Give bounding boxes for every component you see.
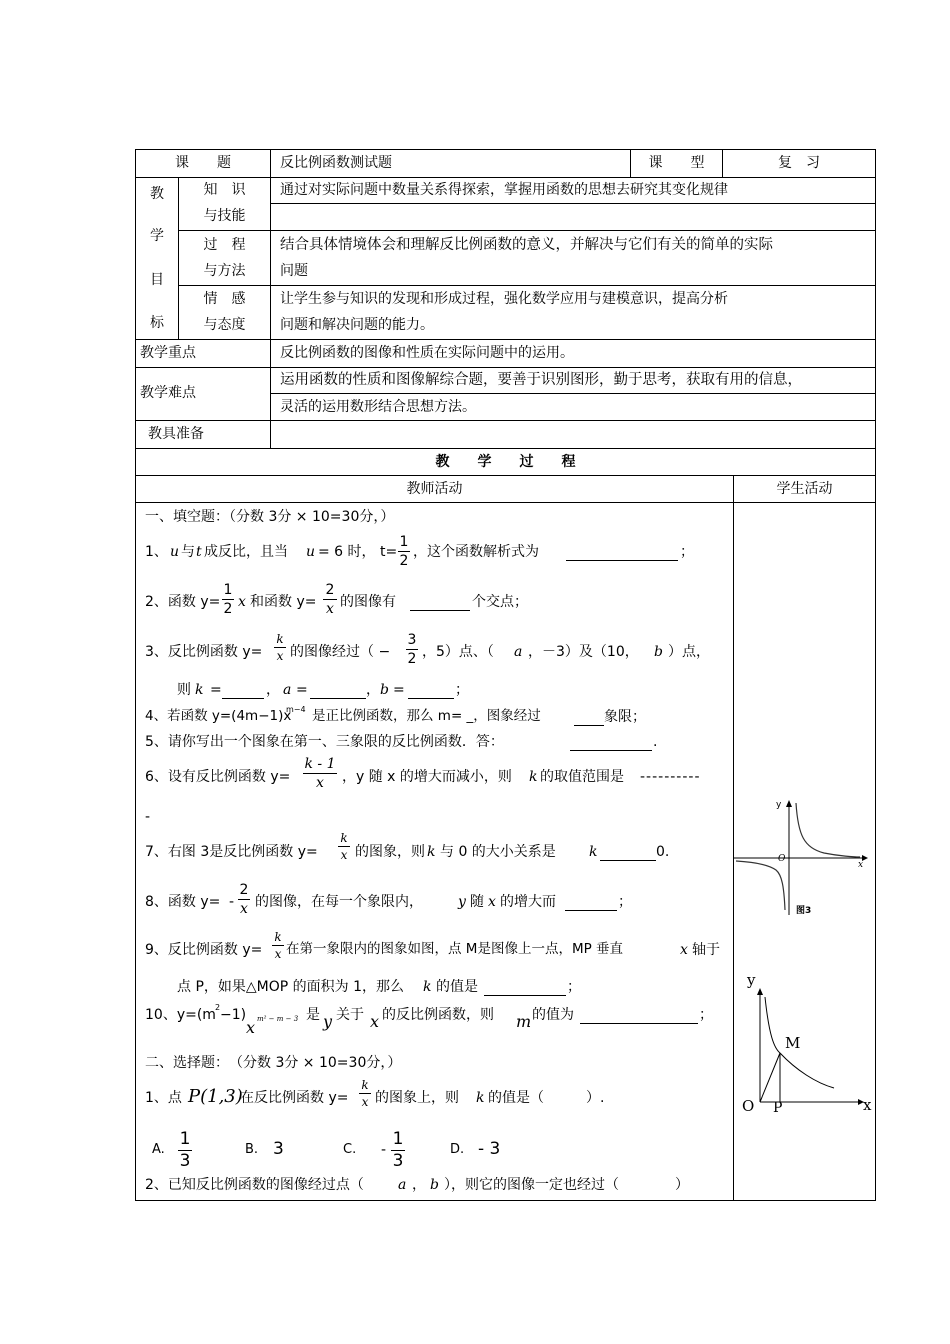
q2-fraction-1: 1 2 [223, 582, 233, 617]
fig-mop-y-label: y [747, 971, 756, 989]
difficult-text-1: 运用函数的性质和图像解综合题，要善于识别图形，勤于思考，获取有用的信息， [280, 372, 802, 388]
q9-fraction: k x [272, 931, 284, 960]
fig-mop-p-label: P [773, 1100, 783, 1116]
goals-label-4: 标 [150, 315, 164, 331]
section1-title: 一、填空题：（分数 3分 × 10=30分，） [145, 509, 395, 525]
key-text: 反比例函数的图像和性质在实际问题中的运用。 [280, 345, 574, 361]
student-col-header: 学生活动 [776, 481, 833, 497]
option-c-label[interactable]: C. [343, 1142, 357, 1157]
emotion-text-1: 让学生参与知识的发现和形成过程，强化数学应用与建模意识，提高分析 [280, 291, 728, 307]
fig3-origin-label: O [778, 854, 786, 864]
emotion-label-1: 情 感 [203, 291, 246, 307]
q6-fraction: k - 1 x [304, 756, 336, 791]
knowledge-text: 通过对实际问题中数量关系得探索，掌握用函数的思想去研究其变化规律 [280, 182, 728, 198]
q10-answer-blank[interactable] [580, 1011, 698, 1024]
type-label: 课 型 [648, 155, 705, 171]
topic-label: 课 题 [175, 155, 231, 171]
q1-answer-blank[interactable] [566, 548, 678, 561]
q3-fraction-1: k x [274, 633, 286, 662]
process-label-2: 与方法 [203, 263, 246, 279]
option-a-label[interactable]: A. [152, 1142, 165, 1157]
figure-3-graph [734, 795, 875, 917]
fig3-y-label: y [776, 800, 782, 810]
q3-k-blank[interactable] [222, 686, 264, 699]
goals-label-3: 目 [150, 272, 164, 288]
c1-fraction: k x [359, 1079, 371, 1108]
q4-answer-blank[interactable] [574, 713, 604, 726]
option-d-value: - 3 [478, 1139, 501, 1159]
q7-answer-blank[interactable] [600, 848, 656, 861]
difficult-text-2: 灵活的运用数形结合思想方法。 [280, 399, 476, 415]
emotion-label-2: 与态度 [203, 317, 246, 333]
key-label: 教学重点 [140, 345, 196, 361]
q3-b-blank[interactable] [408, 686, 454, 699]
q2-fraction-2: 2 x [323, 583, 337, 616]
q9-answer-blank[interactable] [484, 983, 566, 996]
difficult-label: 教学难点 [140, 385, 196, 401]
option-a-value: 1 3 [179, 1129, 191, 1171]
option-b-label[interactable]: B. [245, 1142, 259, 1157]
q2-answer-blank[interactable] [410, 598, 470, 611]
goals-label-2: 学 [150, 228, 164, 244]
topic-value: 反比例函数测试题 [280, 155, 392, 171]
knowledge-label-2: 与技能 [203, 208, 246, 224]
process-label-1: 过 程 [203, 237, 246, 253]
figure-mop [734, 965, 875, 1125]
process-title: 教 学 过 程 [435, 454, 576, 470]
teacher-col-header: 教师活动 [406, 481, 463, 497]
q3-a-blank[interactable] [310, 686, 366, 699]
q1-fraction: 1 2 [399, 534, 409, 569]
fig-mop-x-label: x [863, 1096, 872, 1114]
option-b-value: 3 [273, 1139, 284, 1159]
figure-3 [734, 795, 875, 917]
figure-mop-graph [734, 965, 875, 1125]
process-text-2: 问题 [280, 263, 308, 279]
knowledge-label-1: 知 识 [203, 182, 246, 198]
section2-title: 二、选择题： （分数 3分 × 10=30分，） [145, 1055, 402, 1071]
process-text-1: 结合具体情境体会和理解反比例函数的意义，并解决与它们有关的简单的实际 [280, 237, 773, 253]
goals-label-1: 教 [150, 186, 164, 202]
tools-label: 教具准备 [148, 426, 204, 442]
option-c-value: 1 3 [392, 1129, 404, 1171]
q3-fraction-2: 3 2 [407, 632, 417, 667]
q8-fraction: 2 x [239, 882, 249, 917]
option-d-label[interactable]: D. [450, 1142, 465, 1157]
fig3-x-label: x [858, 860, 864, 870]
q5-answer-blank[interactable] [570, 738, 652, 751]
fig-mop-m-label: M [785, 1034, 801, 1052]
fig-mop-origin-label: O [742, 1097, 755, 1115]
emotion-text-2: 问题和解决问题的能力。 [280, 317, 434, 333]
type-value: 复 习 [778, 155, 820, 171]
q7-fraction: k x [338, 832, 350, 861]
q8-answer-blank[interactable] [565, 898, 617, 911]
fig3-caption: 图3 [796, 906, 812, 916]
